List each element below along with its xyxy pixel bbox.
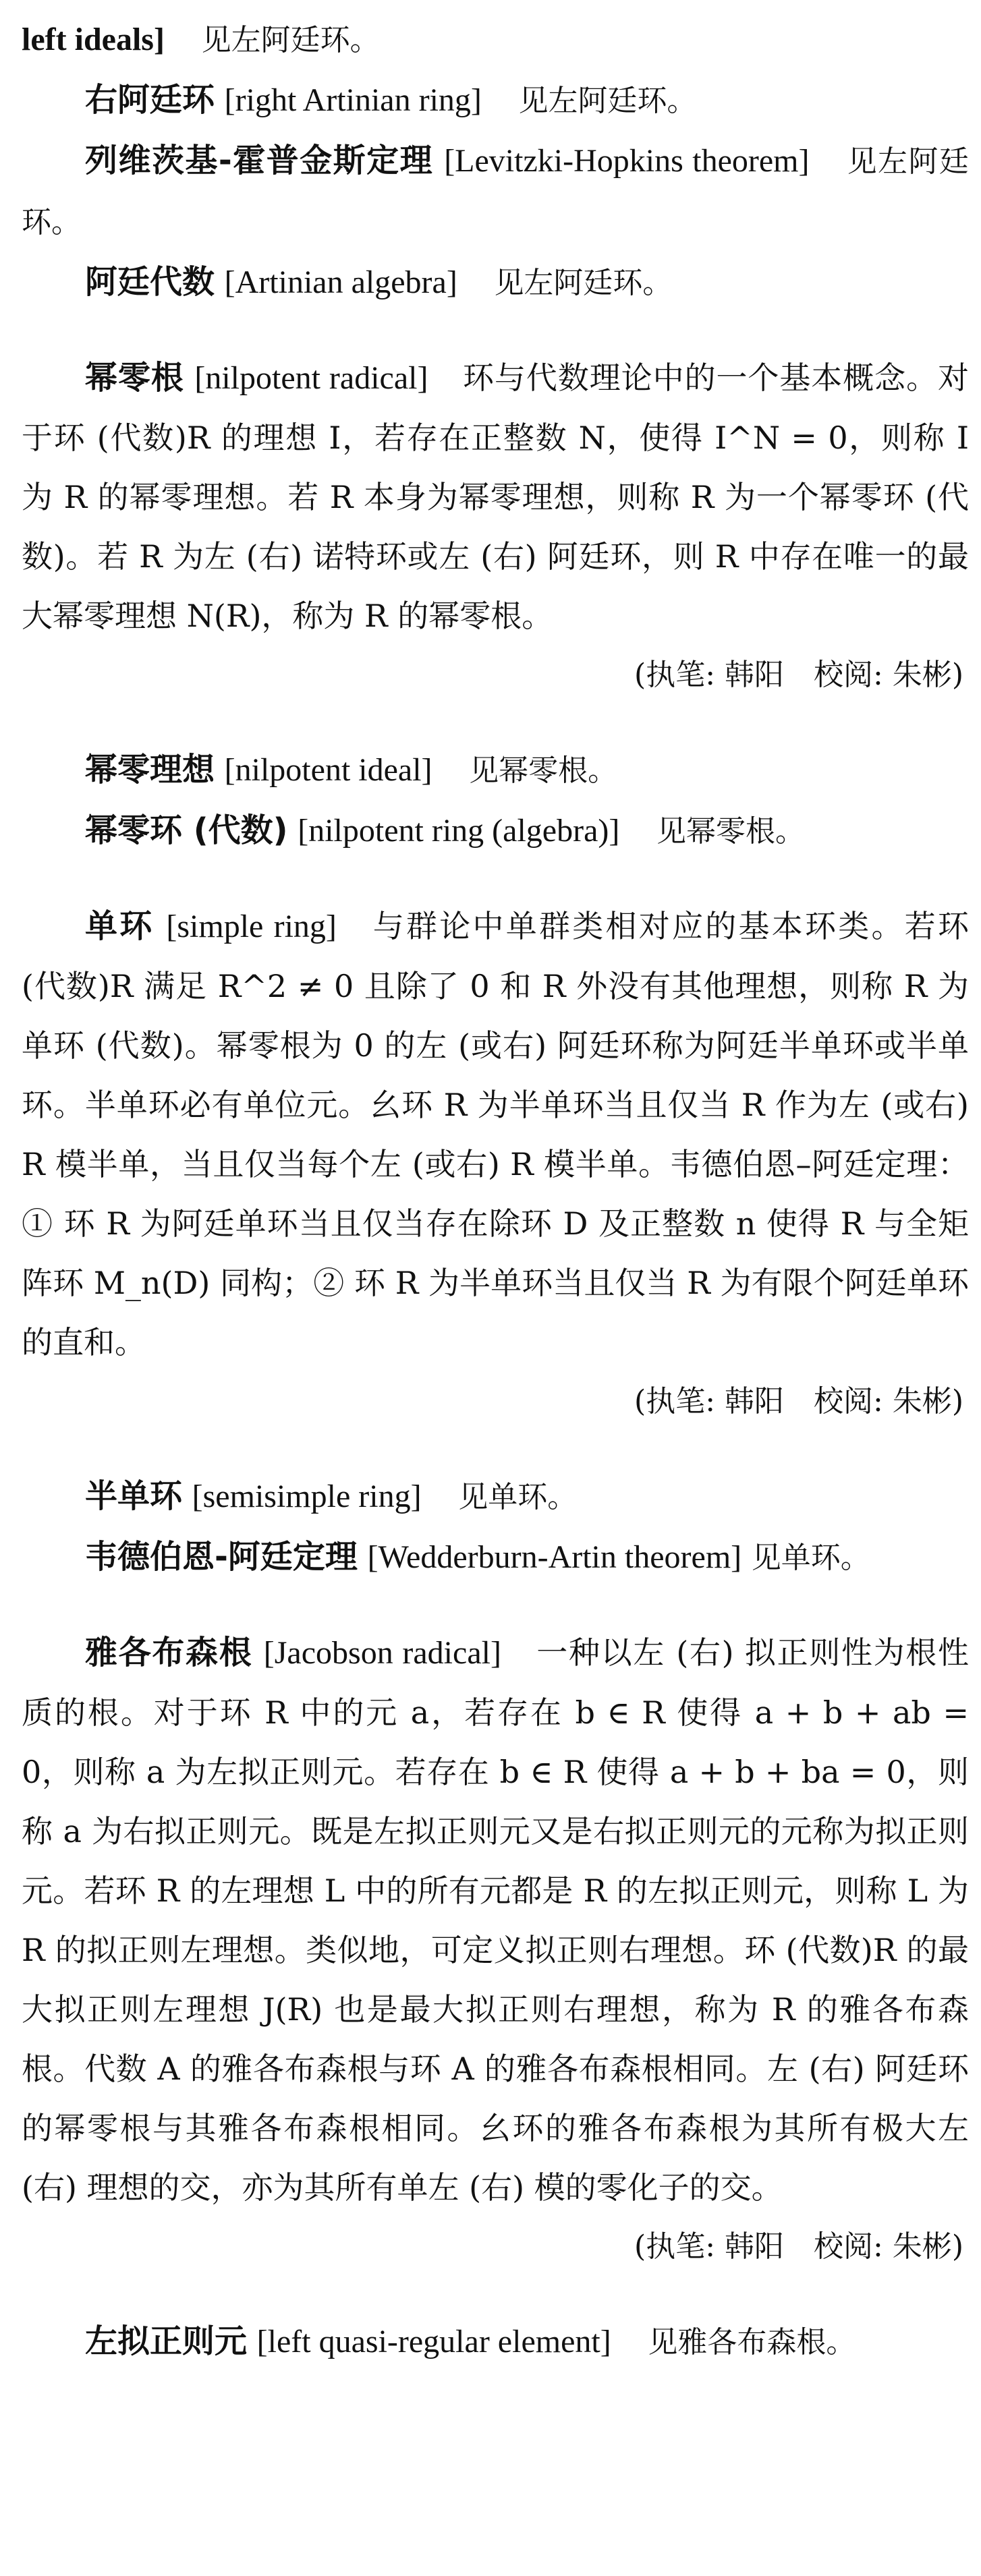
entry-simple-ring: [22, 896, 969, 1372]
entry-term: 半单环: [85, 1477, 183, 1515]
entry-term: 幂零理想: [85, 751, 215, 789]
entry-levitzki-hopkins-theorem: [22, 131, 969, 252]
cross-reference: 见单环。: [458, 1480, 578, 1514]
entry-right-artinian-ring: [22, 70, 969, 131]
entry-term: 雅各布森根: [85, 1634, 253, 1671]
entry-left-quasi-regular-element: [22, 2312, 969, 2372]
entry-english: [Levitzki-Hopkins theorem]: [444, 143, 810, 179]
entry-nilpotent-ideal: [22, 740, 969, 801]
cross-reference: 见幂零根。: [656, 814, 805, 849]
entry-body: 一种以左 (右) 拟正则性为根性质的根。对于环 R 中的元 a，若存在 b ∈ R 使得 a + b + ab = 0，则称 a 为左拟正则元。若存在 b ∈ R 使得 a + b + ba = 0，则称 a 为右拟正则元。既是左拟正则元又是右拟正则元的元称为拟正则元。若环 R 的左理想 L 中的所有元都是 R 的左拟正则元，则称 L 为 R 的拟正则左理想。类似地，可定义拟正则右理想。环 (代数)R 的最大拟正则左理想 J(R) 也是最大拟正则右理想，称为 R 的雅各布森根。代数 A 的雅各布森根与环 A 的雅各布森根相同。左 (右) 阿廷环的幂零根与其雅各布森根相同。幺环的雅各布森根为其所有极大左 (右) 理想的交，亦为其所有单左 (右) 模的零化子的交。: [22, 1634, 969, 2206]
author-credit: (执笔: 韩阳 校阅: 朱彬): [634, 658, 963, 692]
entry-english: [nilpotent ring (algebra)]: [298, 813, 620, 849]
entry-term: 右阿廷环: [85, 81, 215, 119]
entry-term: 幂零环 (代数): [85, 811, 288, 849]
entry-english: [simple ring]: [166, 909, 337, 944]
cross-reference: 见幂零根。: [469, 753, 618, 788]
entry-english: [Artinian algebra]: [224, 264, 457, 300]
entry-term: 单环: [85, 907, 155, 945]
entry-term: 列维茨基-霍普金斯定理: [85, 142, 434, 179]
cross-reference: 见雅各布森根。: [648, 2325, 856, 2359]
cross-reference: 见左阿廷环。: [518, 84, 697, 118]
entry-semisimple-ring: [22, 1466, 969, 1527]
entry-english: [right Artinian ring]: [224, 82, 482, 118]
entry-body: 环与代数理论中的一个基本概念。对于环 (代数)R 的理想 I，若存在正整数 N，使得 I^N = 0，则称 I 为 R 的幂零理想。若 R 本身为幂零理想，则称 R 为一个幂零环 (代数)。若 R 为左 (右) 诺特环或左 (右) 阿廷环，则 R 中存在唯一的最大幂零理想 N(R)，称为 R 的幂零根。: [22, 360, 970, 634]
entry-english: [left quasi-regular element]: [256, 2324, 611, 2359]
cross-reference: 见左阿廷环。: [494, 266, 673, 300]
entry-term: 韦德伯恩-阿廷定理: [85, 1538, 358, 1576]
entry-term: 幂零根: [85, 359, 184, 397]
entry-english: [Jacobson radical]: [263, 1635, 501, 1671]
entry-term: 阿廷代数: [85, 263, 215, 301]
entry-body: 与群论中单群类相对应的基本环类。若环 (代数)R 满足 R^2 ≠ 0 且除了 0 和 R 外没有其他理想，则称 R 为单环 (代数)。幂零根为 0 的左 (或右) 阿廷环称为阿廷半单环或半单环。半单环必有单位元。幺环 R 为半单环当且仅当 R 作为左 (或右) R 模半单，当且仅当每个左 (或右) R 模半单。韦德伯恩–阿廷定理：① 环 R 为阿廷单环当且仅当存在除环 D 及正整数 n 使得 R 与全矩阵环 M_n(D) 同构；② 环 R 为半单环当且仅当 R 为有限个阿廷单环的直和。: [22, 908, 969, 1361]
entry-jacobson-radical: [22, 1623, 969, 2217]
entry-english: [nilpotent radical]: [194, 360, 428, 396]
entry-english: left ideals]: [22, 22, 165, 57]
entry-nilpotent-radical: [22, 348, 969, 646]
cross-reference: 见左阿廷环。: [22, 144, 969, 239]
cross-reference: 见单环。: [751, 1541, 870, 1575]
entry-continuation: [22, 9, 969, 70]
cross-reference: 见左阿廷环。: [201, 23, 380, 57]
entry-term: 左拟正则元: [85, 2322, 248, 2360]
entry-nilpotent-ring: [22, 801, 969, 861]
author-credit: (执笔: 韩阳 校阅: 朱彬): [634, 2229, 963, 2264]
author-credit: (执笔: 韩阳 校阅: 朱彬): [634, 1384, 963, 1419]
entry-english: [nilpotent ideal]: [224, 752, 432, 788]
entry-english: [Wedderburn-Artin theorem]: [367, 1539, 742, 1575]
entry-artinian-algebra: [22, 252, 969, 313]
entry-english: [semisimple ring]: [192, 1479, 422, 1514]
entry-wedderburn-artin-theorem: [22, 1527, 969, 1588]
